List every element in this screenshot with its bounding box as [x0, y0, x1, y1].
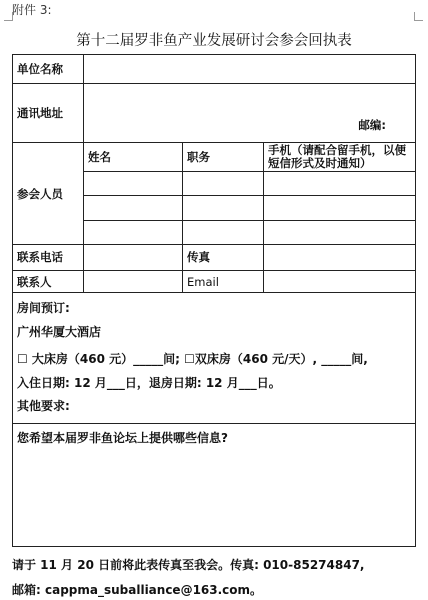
address-row: [13, 83, 416, 142]
address-label: 通讯地址: [13, 83, 84, 142]
email-field[interactable]: [264, 270, 416, 293]
attendee-phone-field[interactable]: [264, 220, 416, 245]
stay-dates-line[interactable]: 入住日期: 12 月___日，退房日期: 12 月___日。: [17, 376, 281, 391]
contact-person-field[interactable]: [84, 270, 183, 293]
document-title: 第十二届罗非鱼产业发展研讨会参会回执表: [76, 33, 352, 49]
footer-email: 邮箱: cappma_suballiance@163.com。: [12, 583, 263, 597]
postcode-label: 邮编:: [358, 117, 386, 132]
hotel-name: 广州华厦大酒店: [17, 325, 102, 340]
unit-name-field[interactable]: [84, 55, 416, 84]
attendee-phone-field[interactable]: [264, 196, 416, 221]
attendee-phone-field[interactable]: [264, 171, 416, 196]
contact-person-row: [13, 270, 416, 293]
corner-mark-right: [414, 12, 423, 21]
attendee-name-field[interactable]: [84, 196, 183, 221]
attendees-label: 参会人员: [13, 142, 84, 244]
col-header-position: 职务: [183, 142, 264, 171]
question-field[interactable]: 您希望本届罗非鱼论坛上提供哪些信息?: [13, 424, 416, 547]
email-label: Email: [183, 270, 264, 293]
address-field[interactable]: [84, 83, 416, 142]
attachment-label: 附件 3:: [12, 3, 52, 17]
room-booking-row: [13, 293, 416, 424]
fax-label: 传真: [183, 245, 264, 271]
contact-phone-row: [13, 245, 416, 271]
other-requests-label: 其他要求:: [17, 399, 70, 414]
col-header-name: 姓名: [84, 142, 183, 171]
room-booking-cell: [13, 293, 416, 424]
attendee-position-field[interactable]: [183, 220, 264, 245]
contact-person-label: 联系人: [13, 270, 84, 293]
attendee-name-field[interactable]: [84, 171, 183, 196]
fax-field[interactable]: [264, 245, 416, 271]
question-row: [13, 424, 416, 547]
attendee-position-field[interactable]: [183, 196, 264, 221]
registration-form-table: [12, 54, 416, 547]
attendee-position-field[interactable]: [183, 171, 264, 196]
contact-phone-label: 联系电话: [13, 245, 84, 271]
room-booking-label: 房间预订:: [17, 301, 70, 316]
contact-phone-field[interactable]: [84, 245, 183, 271]
unit-name-row: [13, 55, 416, 84]
room-type-line[interactable]: ☐ 大床房（460 元）_____间; ☐双床房（460 元/天）, _____间,: [17, 352, 368, 367]
attendee-header-row: [13, 142, 416, 171]
unit-name-label: 单位名称: [13, 55, 84, 84]
footer-fax-instruction: 请于 11 月 20 日前将此表传真至我会。传真: 010-85274847,: [12, 558, 365, 572]
attendee-name-field[interactable]: [84, 220, 183, 245]
col-header-phone: 手机（请配合留手机，以便短信形式及时通知）: [264, 142, 416, 171]
